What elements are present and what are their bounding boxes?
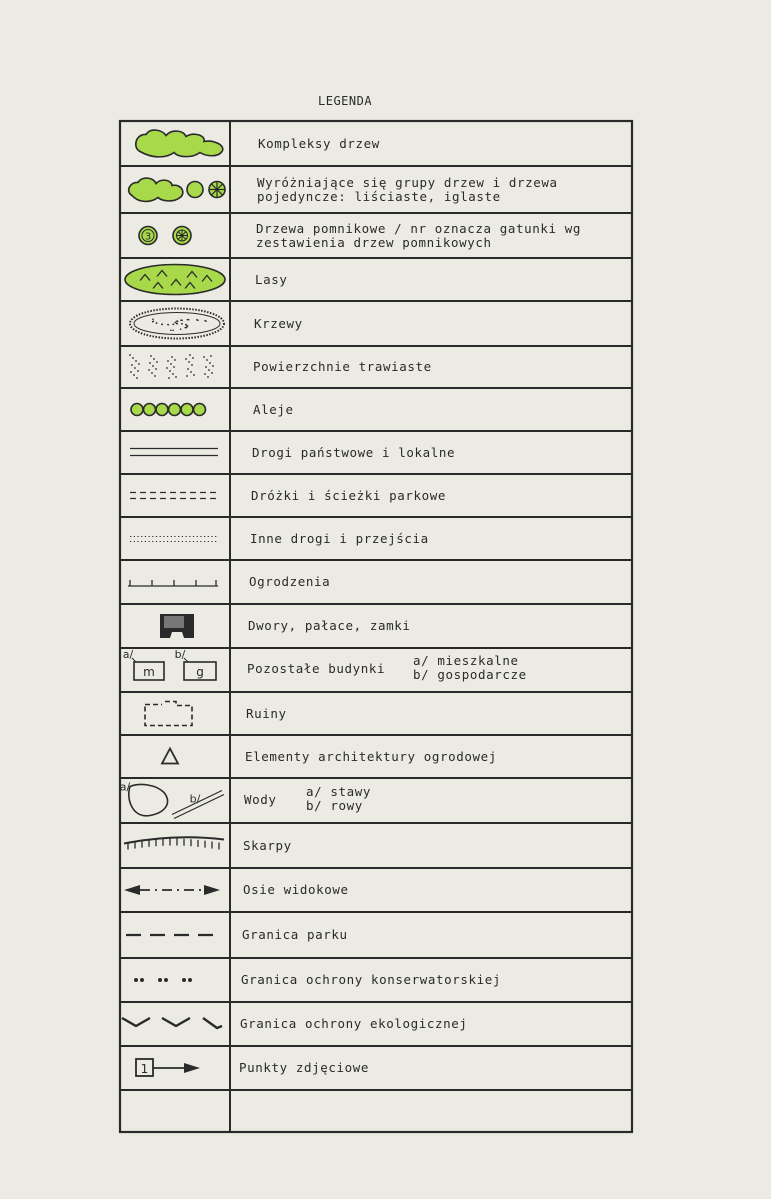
legend-label: Skarpy (243, 837, 292, 853)
view-axis-symbol (124, 885, 220, 895)
legend-label: Drzewa pomnikowe / nr oznacza gatunki wg (256, 220, 582, 236)
svg-text:g: g (196, 665, 204, 679)
legend-label-continued: zestawienia drzew pomnikowych (256, 234, 492, 250)
legend-label: Granica parku (242, 927, 348, 942)
legend-label: Ogrodzenia (249, 574, 331, 589)
tree-groups-symbol (129, 178, 225, 201)
svg-text:3: 3 (144, 231, 152, 243)
buildings-symbol (123, 648, 216, 680)
legend-label: Dwory, pałace, zamki (248, 618, 411, 633)
legend-label: Wody (244, 791, 277, 807)
fence-symbol (128, 580, 218, 586)
escarpment-symbol (124, 837, 224, 849)
legend-label: Wyróżniające się grupy drzew i drzewa (257, 174, 558, 190)
legend-label: Drogi państwowe i lokalne (252, 444, 456, 460)
garden-architecture-symbol (162, 749, 178, 764)
other-roads-symbol (130, 537, 218, 542)
svg-text:b/: b/ (174, 648, 186, 661)
conservation-boundary-symbol (134, 978, 192, 982)
legend-label: Krzewy (254, 315, 303, 331)
legend-label: Osie widokowe (243, 882, 349, 897)
legend-label-continued: pojedyncze: liściaste, iglaste (257, 188, 501, 204)
grass-symbol (129, 354, 214, 379)
legend-sublabel-a: a/ mieszkalne (413, 653, 519, 668)
svg-text:b/: b/ (189, 792, 201, 806)
legend-label: Elementy architektury ogrodowej (245, 748, 497, 764)
svg-text:m: m (143, 665, 155, 679)
svg-text:a/: a/ (122, 648, 134, 661)
tree-complex-symbol (136, 130, 223, 157)
legend-label: Granica ochrony konserwatorskiej (241, 972, 502, 987)
legend-sublabel-b: b/ gospodarcze (413, 667, 527, 682)
legend-label: Dróżki i ścieżki parkowe (251, 487, 447, 503)
legend-sublabel-b: b/ rowy (306, 797, 363, 813)
legend-label: Punkty zdjęciowe (239, 1060, 370, 1075)
monument-trees-symbol (139, 227, 191, 245)
waters-symbol (120, 781, 224, 819)
ecological-boundary-symbol (122, 1018, 222, 1028)
legend-label: Granica ochrony ekologicznej (240, 1016, 468, 1031)
legend-label: Powierzchnie trawiaste (253, 359, 432, 374)
legend-label: Pozostałe budynki (247, 661, 386, 676)
legend-sublabel-a: a/ stawy (306, 783, 372, 799)
svg-text:1: 1 (140, 1062, 149, 1076)
legend-label: Kompleksy drzew (258, 135, 380, 151)
page-title: LEGENDA (318, 94, 373, 108)
photo-points-symbol (136, 1059, 200, 1076)
alley-symbol (131, 404, 206, 416)
ruins-symbol (145, 702, 192, 726)
svg-text:a/: a/ (119, 780, 131, 794)
paths-symbol (130, 493, 218, 499)
legend-label: Aleje (253, 401, 294, 417)
forest-symbol (125, 265, 225, 295)
manor-symbol (160, 614, 194, 638)
shrubs-symbol (130, 309, 224, 339)
legend-label: Inne drogi i przejścia (250, 530, 429, 546)
roads-symbol (130, 449, 218, 456)
legend-label: Ruiny (246, 705, 287, 721)
legend-label: Lasy (255, 271, 288, 287)
